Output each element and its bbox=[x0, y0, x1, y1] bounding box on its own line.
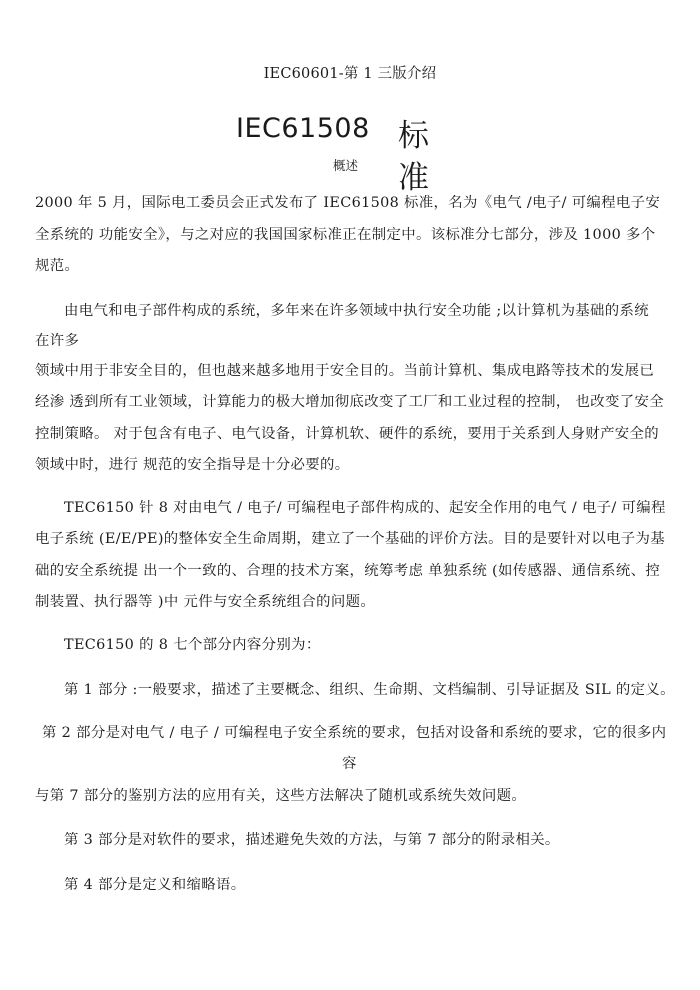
title-char-biao: 标 bbox=[398, 118, 429, 154]
paragraph-line: TEC6150 针 8 对由电气 / 电子/ 可编程电子部件构成的、起安全作用的电气 / 电子/ 可编程 bbox=[64, 500, 666, 516]
paragraph-line: 由电气和电子部件构成的系统，多年来在许多领域中执行安全功能 ;以计算机为基础的系统 bbox=[64, 303, 650, 319]
paragraph-line: 控制策略。 对于包含有电子、电气设备，计算机软、硬件的系统，要用于关系到人身财产安全的 bbox=[35, 426, 660, 442]
paragraph-line: 领域中用于非安全目的，但也越来越多地用于安全目的。当前计算机、集成电路等技术的发展已 bbox=[35, 363, 655, 379]
paragraph-line: 第 2 部分是对电气 / 电子 / 可编程电子安全系统的要求，包括对设备和系统的要求，它的很多内 bbox=[42, 725, 667, 741]
paragraph-line: 全系统的 功能安全》，与之对应的我国国家标准正在制定中。该标准分七部分，涉及 1000 多个 bbox=[35, 227, 656, 243]
paragraph-line: 领域中时，进行 规范的安全指导是十分必要的。 bbox=[35, 457, 350, 473]
paragraph-line: 经渗 透到所有工业领域，计算能力的极大增加彻底改变了工厂和工业过程的控制， 也改变了安全 bbox=[35, 394, 664, 410]
paragraph-line: 制装置、执行器等 )中 元件与安全系统组合的问题。 bbox=[35, 594, 376, 610]
paragraph-line: 与第 7 部分的鉴别方法的应用有关，这些方法解决了随机或系统失效问题。 bbox=[35, 788, 527, 804]
document-header-label: IEC60601-第 1 三版介绍 bbox=[263, 66, 437, 82]
paragraph-line: 第 4 部分是定义和缩略语。 bbox=[64, 877, 246, 893]
paragraph-line: 容 bbox=[342, 756, 357, 772]
title-subtitle: 概述 bbox=[333, 158, 359, 173]
paragraph-line: 第 3 部分是对软件的要求，描述避免失效的方法，与第 7 部分的附录相关。 bbox=[64, 832, 560, 848]
paragraph-line: TEC6150 的 8 七个部分内容分别为： bbox=[64, 637, 321, 653]
title-char-zhun: 准 bbox=[398, 160, 429, 196]
paragraph-line: 电子系统 (E/E/PE)的整体安全生命周期，建立了一个基础的评价方法。目的是要针对以电子为基 bbox=[35, 531, 665, 547]
paragraph-line: 础的安全系统提 出一个一致的、合理的技术方案，统筹考虑 单独系统 (如传感器、通信系统、控 bbox=[35, 563, 661, 579]
paragraph-line: 在许多 bbox=[35, 333, 80, 349]
title-standard-code: IEC61508 bbox=[236, 113, 370, 144]
paragraph-line: 第 1 部分 :一般要求，描述了主要概念、组织、生命期、文档编制、引导证据及 SIL 的定义。 bbox=[64, 682, 675, 698]
paragraph-line: 规范。 bbox=[35, 258, 80, 274]
paragraph-line: 2000 年 5 月，国际电工委员会正式发布了 IEC61508 标准，名为《电气 /电子/ 可编程电子安 bbox=[35, 195, 661, 211]
